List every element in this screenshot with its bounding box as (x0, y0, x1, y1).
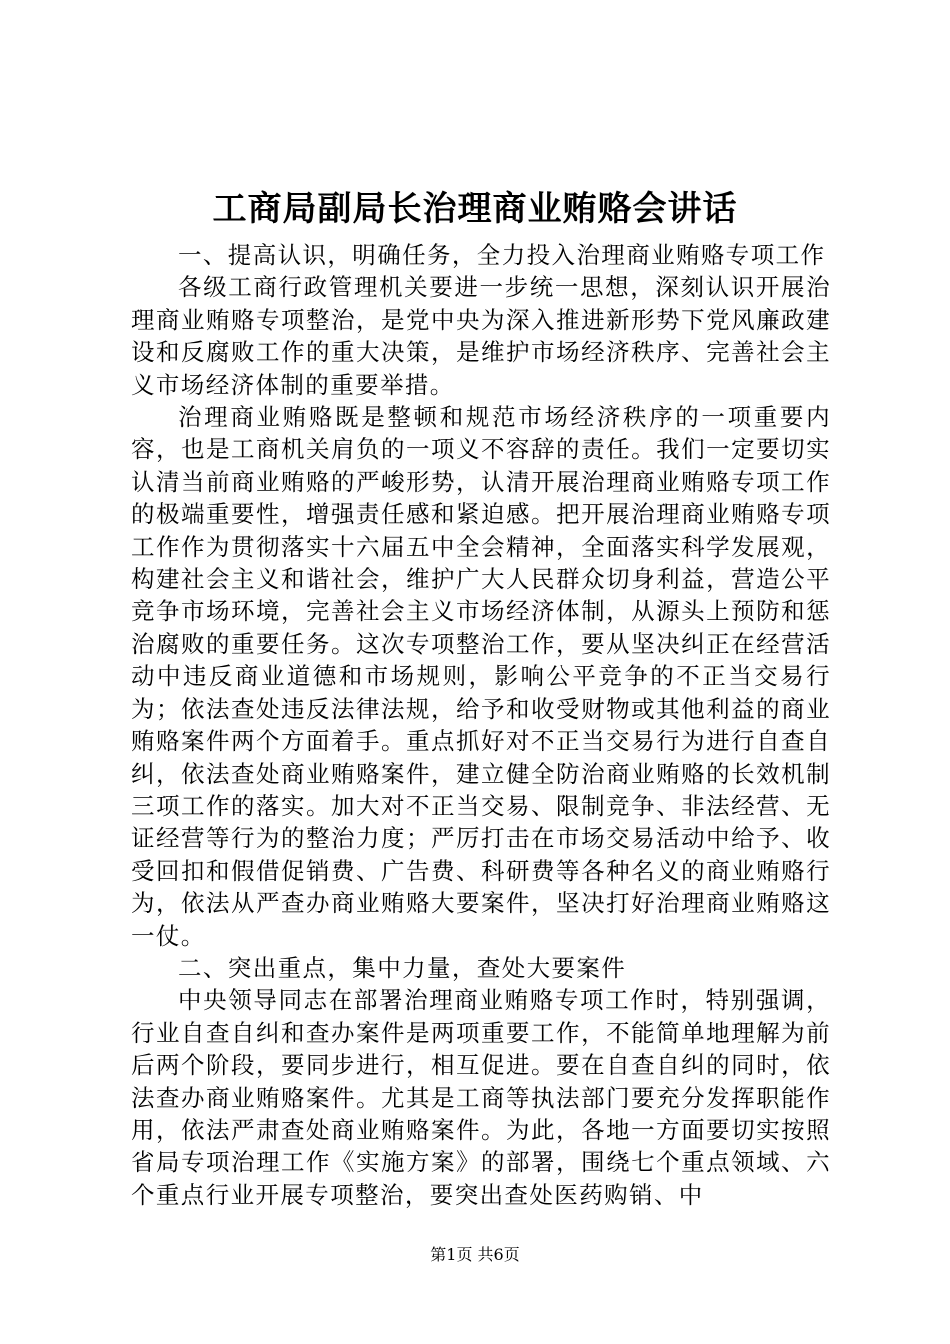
document-title: 工商局副局长治理商业贿赂会讲话 (212, 189, 738, 229)
page-footer: 第1页 共6页 (430, 1245, 520, 1264)
section-heading-2: 二、突出重点，集中力量，查处大要案件 (178, 953, 627, 982)
paragraph-2: 治理商业贿赂既是整顿和规范市场经济秩序的一项重要内容，也是工商机关肩负的一项义不容辞的责任。我们一定要切实认清当前商业贿赂的严峻形势，认清开展治理商业贿赂专项工作的极端重要性，增强责任感和紧迫感。把开展治理商业贿赂专项工作作为贯彻落实十六届五中全会精神，全面落实科学发展观，构建社会主义和谐社会，维护广大人民群众切身利益，营造公平竞争市场环境，完善社会主义市场经济体制，从源头上预防和惩治腐败的重要任务。这次专项整治工作，要从坚决纠正在经营活动中违反商业道德和市场规则，影响公平竞争的不正当交易行为；依法查处违反法律法规，给予和收受财物或其他利益的商业贿赂案件两个方面着手。重点抓好对不正当交易行为进行自查自纠，依法查处商业贿赂案件，建立健全防治商业贿赂的长效机制三项工作的落实。加大对不正当交易、限制竞争、非法经营、无证经营等行为的整治力度；严厉打击在市场交易活动中给予、收受回扣和假借促销费、广告费、科研费等各种名义的商业贿赂行为，依法从严查办商业贿赂大要案件，坚决打好治理商业贿赂这一仗。 (131, 403, 831, 950)
document-body (131, 239, 831, 1211)
paragraph-3: 中央领导同志在部署治理商业贿赂专项工作时，特别强调，行业自查自纠和查办案件是两项重要工作，不能简单地理解为前后两个阶段，要同步进行，相互促进。要在自查自纠的同时，依法查办商业贿赂案件。尤其是工商等执法部门要充分发挥职能作用，依法严肃查处商业贿赂案件。为此，各地一方面要切实按照省局专项治理工作《实施方案》的部署，围绕七个重点领域、六个重点行业开展专项整治，要突出查处医药购销、中 (131, 986, 831, 1209)
paragraph-1: 各级工商行政管理机关要进一步统一思想，深刻认识开展治理商业贿赂专项整治，是党中央为深入推进新形势下党风廉政建设和反腐败工作的重大决策，是维护市场经济秩序、完善社会主义市场经济体制的重要举措。 (131, 273, 831, 399)
section-heading-1: 一、提高认识，明确任务，全力投入治理商业贿赂专项工作 (178, 241, 826, 269)
